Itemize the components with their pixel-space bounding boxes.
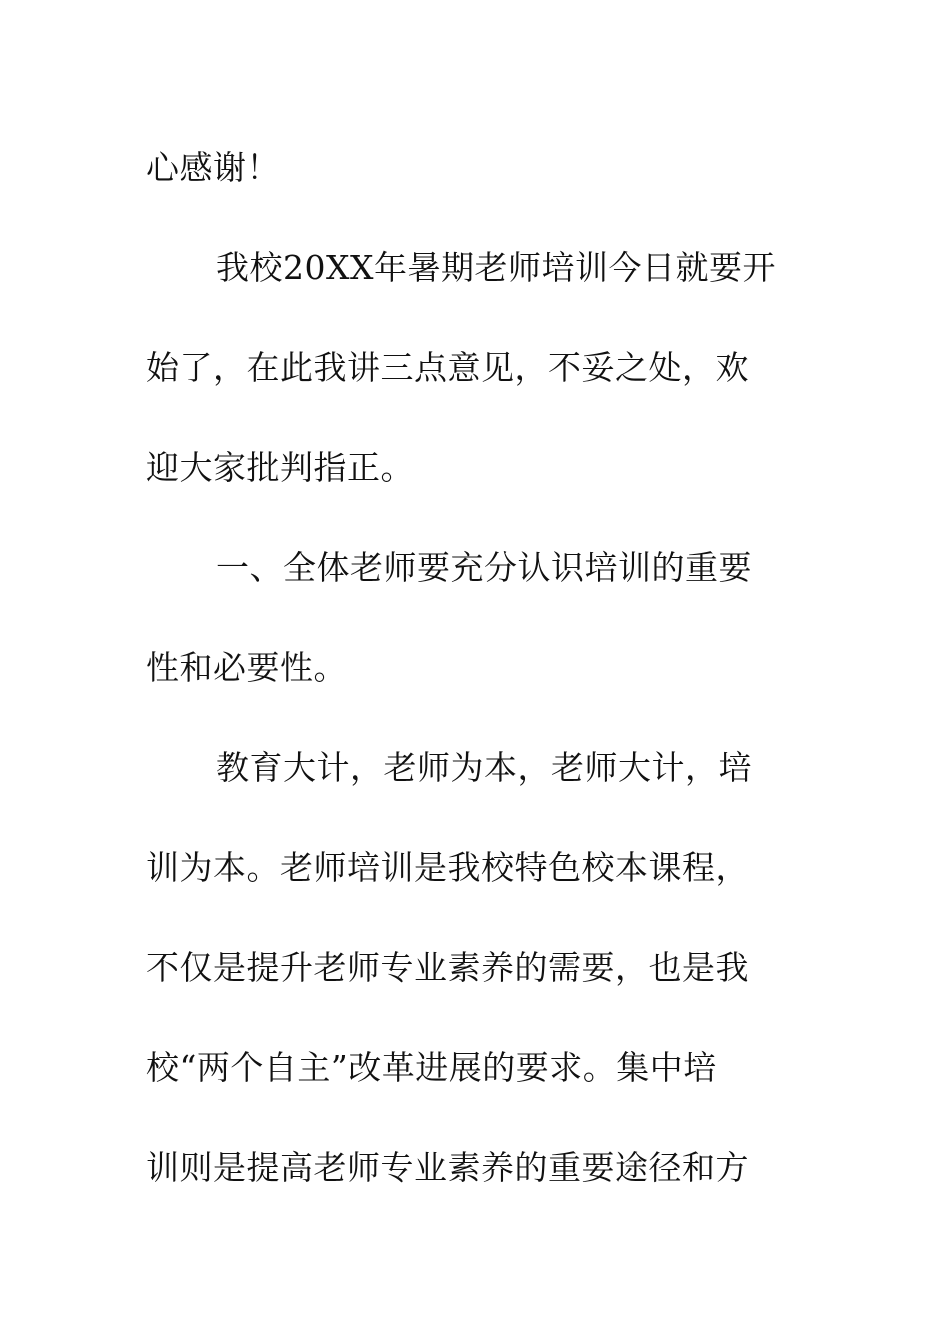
text-line-3: 始了，在此我讲三点意见，不妥之处，欢 [146, 348, 749, 387]
text-line-10: 校“两个自主”改革进展的要求。集中培 [146, 1048, 717, 1087]
text-line-1: 心感谢！ [146, 148, 280, 187]
text-line-9: 不仅是提升老师专业素养的需要，也是我 [146, 948, 749, 987]
section-heading: 一、全体老师要充分认识培训的重要 [216, 548, 752, 587]
text-line-11: 训则是提高老师专业素养的重要途径和方 [146, 1148, 749, 1187]
text-line-6: 性和必要性。 [146, 648, 347, 687]
paragraph-start-line: 我校20XX年暑期老师培训今日就要开 [216, 248, 776, 287]
paragraph-start-line: 教育大计，老师为本，老师大计，培 [216, 748, 752, 787]
text-line-8: 训为本。老师培训是我校特色校本课程， [146, 848, 749, 887]
text-line-4: 迎大家批判指正。 [146, 448, 414, 487]
body-text [146, 118, 806, 1218]
